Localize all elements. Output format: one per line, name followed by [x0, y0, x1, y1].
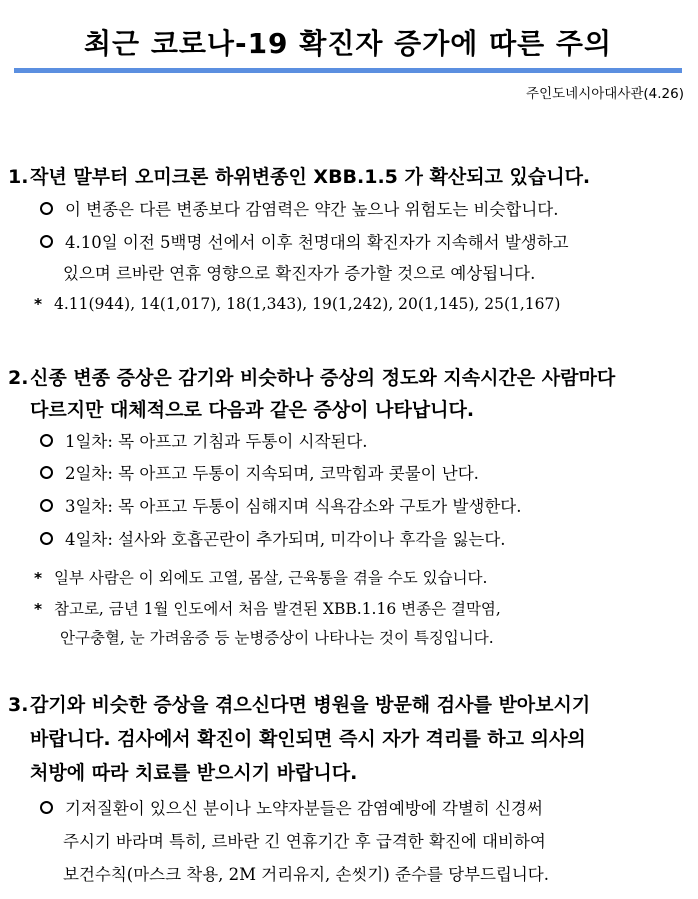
issuer-label: 주인도네시아대사관(4.26)	[526, 86, 684, 102]
bullet-text: 1일차: 목 아프고 기침과 두통이 시작된다.	[65, 432, 368, 451]
bullet-item	[40, 493, 522, 517]
note-continuation: 안구충혈, 눈 가려움증 등 눈병증상이 나타나는 것이 특징입니다.	[60, 629, 494, 647]
note-item	[34, 295, 560, 313]
bullet-item	[40, 460, 479, 484]
section-2-heading	[8, 363, 615, 390]
asterisk-icon: *	[34, 295, 43, 313]
circle-bullet-icon	[40, 499, 53, 512]
section-number: 2.	[8, 367, 29, 389]
heading-line: 감기와 비슷한 증상을 겪으신다면 병원을 방문해 검사를 받아보시기	[30, 694, 591, 716]
circle-bullet-icon	[40, 235, 53, 248]
bullet-text: 이 변종은 다른 변종보다 감염력은 약간 높으나 위험도는 비슷합니다.	[65, 200, 559, 219]
circle-bullet-icon	[40, 434, 53, 447]
asterisk-icon: *	[34, 600, 43, 618]
page-title: 최근 코로나-19 확진자 증가에 따른 주의	[83, 27, 613, 60]
section-number: 3.	[8, 694, 29, 716]
bullet-item	[40, 229, 569, 253]
bullet-text: 3일차: 목 아프고 두통이 심해지며 식욕감소와 구토가 발생한다.	[65, 497, 522, 516]
circle-bullet-icon	[40, 202, 53, 215]
title-underline	[14, 68, 682, 73]
note-text: 일부 사람은 이 외에도 고열, 몸살, 근육통을 겪을 수도 있습니다.	[54, 569, 488, 587]
circle-bullet-icon	[40, 466, 53, 479]
title-box	[14, 8, 682, 70]
circle-bullet-icon	[40, 801, 53, 814]
bullet-item	[40, 795, 543, 819]
bullet-continuation: 있으며 르바란 연휴 영향으로 확진자가 증가할 것으로 예상됩니다.	[63, 264, 536, 283]
bullet-item	[40, 526, 506, 550]
bullet-continuation: 보건수칙(마스크 착용, 2M 거리유지, 손씻기) 준수를 당부드립니다.	[63, 865, 549, 884]
bullet-text: 기저질환이 있으신 분이나 노약자분들은 감염예방에 각별히 신경써	[65, 799, 543, 818]
section-1-heading	[8, 162, 590, 189]
circle-bullet-icon	[40, 532, 53, 545]
note-text: 4.11(944), 14(1,017), 18(1,343), 19(1,242), 20(1,145), 25(1,167)	[54, 295, 561, 313]
bullet-text: 4일차: 설사와 호흡곤란이 추가되며, 미각이나 후각을 잃는다.	[65, 530, 506, 549]
heading-line: 처방에 따라 치료를 받으시기 바랍니다.	[30, 762, 358, 784]
bullet-text: 2일차: 목 아프고 두통이 지속되며, 코막힘과 콧물이 난다.	[65, 464, 479, 483]
section-number: 1.	[8, 166, 29, 188]
note-item	[34, 597, 501, 619]
heading-line: 신종 변종 증상은 감기와 비슷하나 증상의 정도와 지속시간은 사람마다	[30, 367, 616, 389]
note-item	[34, 566, 487, 588]
section-3-heading	[8, 690, 590, 717]
bullet-continuation: 주시기 바라며 특히, 르바란 긴 연휴기간 후 급격한 확진에 대비하여	[63, 832, 546, 851]
heading-line: 다르지만 대체적으로 다음과 같은 증상이 나타납니다.	[30, 399, 475, 421]
bullet-text: 4.10일 이전 5백명 선에서 이후 천명대의 확진자가 지속해서 발생하고	[65, 233, 569, 252]
heading-line: 바랍니다. 검사에서 확진이 확인되면 즉시 자가 격리를 하고 의사의	[30, 728, 586, 750]
asterisk-icon: *	[34, 569, 43, 587]
bullet-item	[40, 428, 368, 452]
bullet-item	[40, 196, 559, 220]
heading-line: 작년 말부터 오미크론 하위변종인 XBB.1.5 가 확산되고 있습니다.	[30, 166, 591, 188]
note-text: 참고로, 금년 1월 인도에서 처음 발견된 XBB.1.16 변종은 결막염,	[54, 600, 501, 618]
